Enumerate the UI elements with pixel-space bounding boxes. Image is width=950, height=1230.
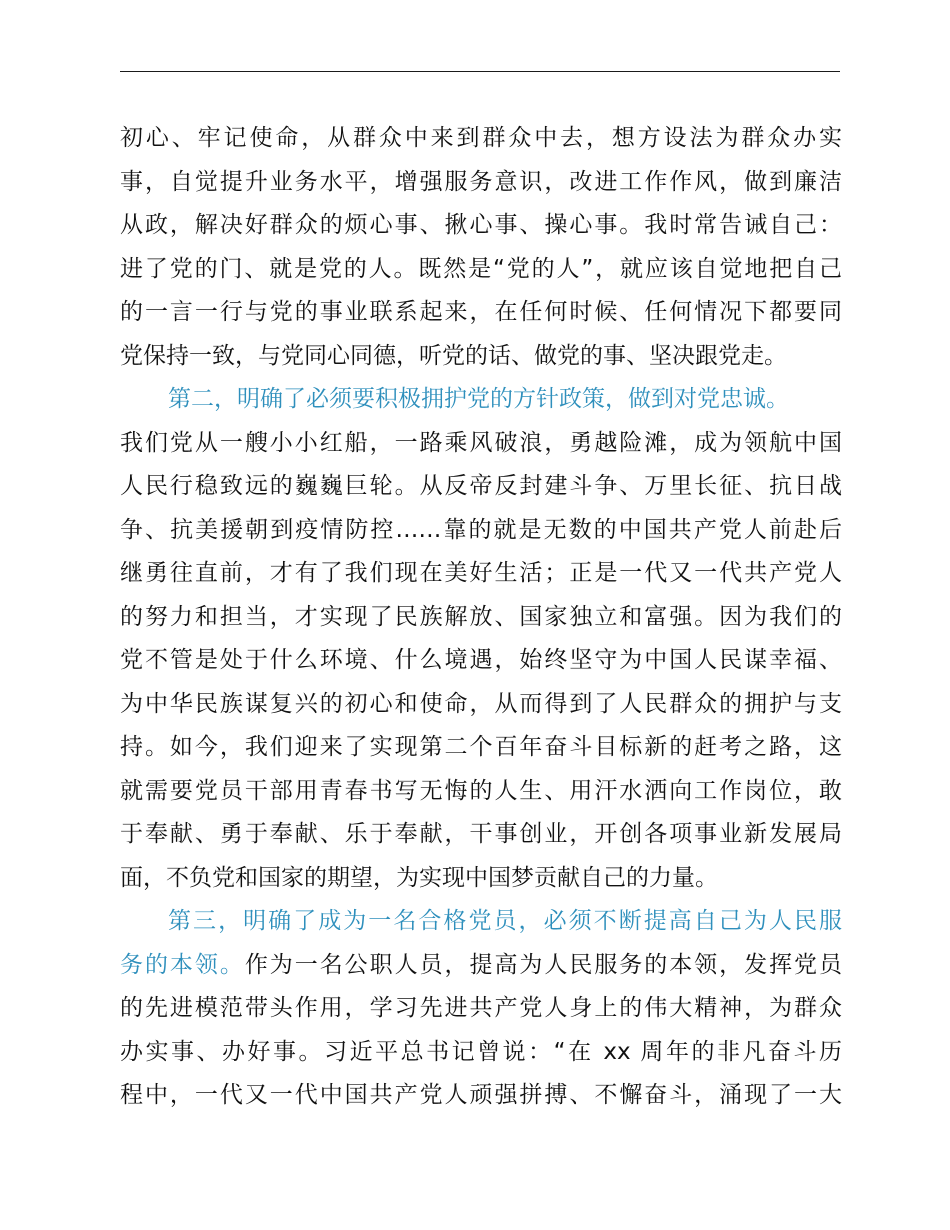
- text-line: 的先进模范带头作用，学习先进共产党人身上的伟大精神，为群众: [120, 995, 842, 1021]
- text-line: 从政，解决好群众的烦心事、揪心事、操心事。我时常告诫自己：: [120, 212, 842, 238]
- text-line: 争、抗美援朝到疫情防控……靠的就是无数的中国共产党人前赴后: [120, 516, 842, 543]
- text-line: 进了党的门、就是党的人。既然是“党的人”，就应该自觉地把自己: [120, 255, 842, 282]
- text-line: 办实事、办好事。习近平总书记曾说：“在 xx 周年的非凡奋斗历: [120, 1038, 842, 1065]
- header-rule: [120, 71, 840, 72]
- text-line: 的努力和担当，才实现了民族解放、国家独立和富强。因为我们的: [120, 603, 842, 630]
- text-line: 继勇往直前，才有了我们现在美好生活；正是一代又一代共产党人: [120, 560, 842, 586]
- text-line: 党不管是处于什么环境、什么境遇，始终坚守为中国人民谋幸福、: [120, 647, 842, 673]
- text-line: 面，不负党和国家的期望，为实现中国梦贡献自己的力量。: [120, 864, 718, 891]
- section-heading-third: [120, 900, 842, 944]
- text-line: 我们党从一艘小小红船，一路乘风破浪，勇越险滩，成为领航中国: [120, 429, 842, 456]
- text-line: 务的本领。作为一名公职人员，提高为人民服务的本领，发挥党员: [120, 951, 842, 978]
- text-line: 党保持一致，与党同心同德，听党的话、做党的事、坚决跟党走。: [120, 342, 787, 369]
- body-text: [120, 117, 842, 1118]
- text-line: 于奉献、勇于奉献、乐于奉献，干事创业，开创各项事业新发展局: [120, 821, 842, 847]
- text-line: 事，自觉提升业务水平，增强服务意识，改进工作作风，做到廉洁: [120, 168, 842, 195]
- text-line: 就需要党员干部用青春书写无悔的人生、用汗水洒向工作岗位，敢: [120, 777, 842, 804]
- text-line: 初心、牢记使命，从群众中来到群众中去，想方设法为群众办实: [120, 125, 842, 151]
- text-line: 为中华民族谋复兴的初心和使命，从而得到了人民群众的拥护与支: [120, 690, 842, 717]
- text-line: 程中，一代又一代中国共产党人顽强拼搏、不懈奋斗，涌现了一大: [120, 1082, 842, 1108]
- text-line: 人民行稳致远的巍巍巨轮。从反帝反封建斗争、万里长征、抗日战: [120, 473, 842, 499]
- heading-text: 第二，明确了必须要积极拥护党的方针政策，做到对党忠诚。: [168, 386, 789, 412]
- heading-text: 务的本领。: [120, 951, 245, 978]
- heading-text: 第三，明确了成为一名合格党员，必须不断提高自己为人民服: [168, 908, 842, 934]
- text-line: 的一言一行与党的事业联系起来，在任何时候、任何情况下都要同: [120, 299, 842, 325]
- section-heading-second: [120, 378, 842, 422]
- text-line: 持。如今，我们迎来了实现第二个百年奋斗目标新的赶考之路，这: [120, 734, 842, 760]
